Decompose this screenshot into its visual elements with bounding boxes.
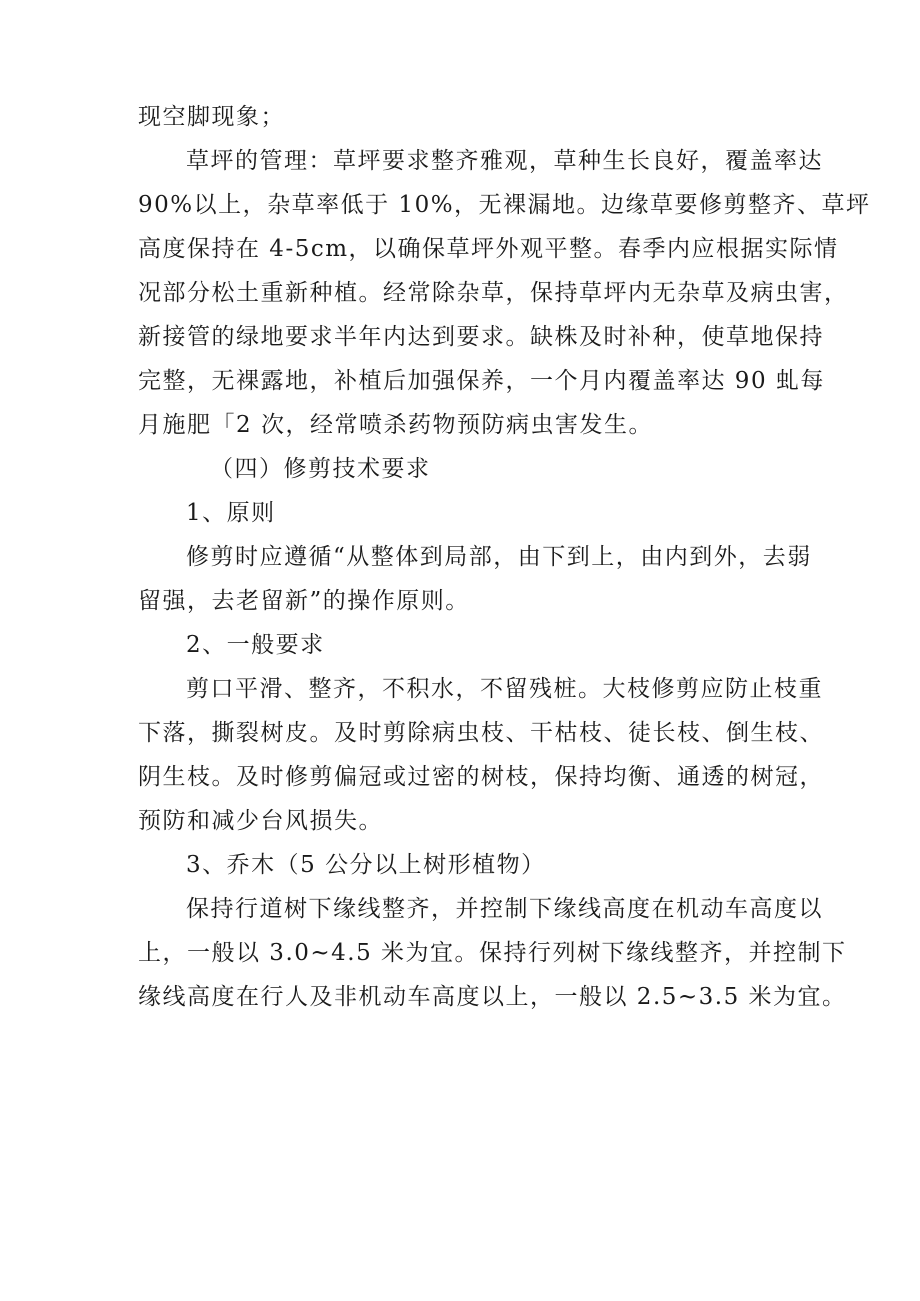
paragraph-line: 预防和减少台风损失。 (138, 808, 383, 834)
paragraph-line: 上，一般以 3.0~4.5 米为宜。保持行列树下缘线整齐，并控制下 (138, 940, 847, 966)
paragraph-line: 留强，去老留新”的操作原则。 (138, 588, 470, 614)
subsection-heading: 2、一般要求 (186, 632, 325, 658)
paragraph-line: 月施肥「2 次，经常喷杀药物预防病虫害发生。 (138, 412, 653, 438)
paragraph-line: 修剪时应遵循“从整体到局部，由下到上，由内到外，去弱 (186, 544, 812, 570)
paragraph-line: 下落，撕裂树皮。及时剪除病虫枝、干枯枝、徒长枝、倒生枝、 (138, 720, 824, 746)
document-body (138, 95, 871, 1019)
paragraph-line: 高度保持在 4-5cm，以确保草坪外观平整。春季内应根据实际情 (138, 236, 839, 262)
section-heading: （四）修剪技术要求 (210, 456, 431, 482)
paragraph-line: 草坪的管理：草坪要求整齐雅观，草种生长良好，覆盖率达 (186, 148, 823, 174)
paragraph-line: 缘线高度在行人及非机动车高度以上，一般以 2.5~3.5 米为宜。 (138, 984, 847, 1010)
paragraph-line: 阴生枝。及时修剪偏冠或过密的树枝，保持均衡、通透的树冠， (138, 764, 824, 790)
subsection-heading: 1、原则 (186, 500, 276, 526)
paragraph-line: 完整，无裸露地，补植后加强保养，一个月内覆盖率达 90 虬每 (138, 368, 825, 394)
paragraph-line: 新接管的绿地要求半年内达到要求。缺株及时补种，使草地保持 (138, 324, 824, 350)
paragraph-line: 剪口平滑、整齐，不积水，不留残桩。大枝修剪应防止枝重 (186, 676, 823, 702)
paragraph-line: 保持行道树下缘线整齐，并控制下缘线高度在机动车高度以 (186, 896, 823, 922)
paragraph-line: 现空脚现象； (138, 104, 285, 130)
paragraph-line: 90%以上，杂草率低于 10%，无裸漏地。边缘草要修剪整齐、草坪 (138, 192, 871, 218)
subsection-heading: 3、乔木（5 公分以上树形植物） (186, 852, 546, 878)
paragraph-line: 况部分松土重新种植。经常除杂草，保持草坪内无杂草及病虫害， (138, 280, 849, 306)
